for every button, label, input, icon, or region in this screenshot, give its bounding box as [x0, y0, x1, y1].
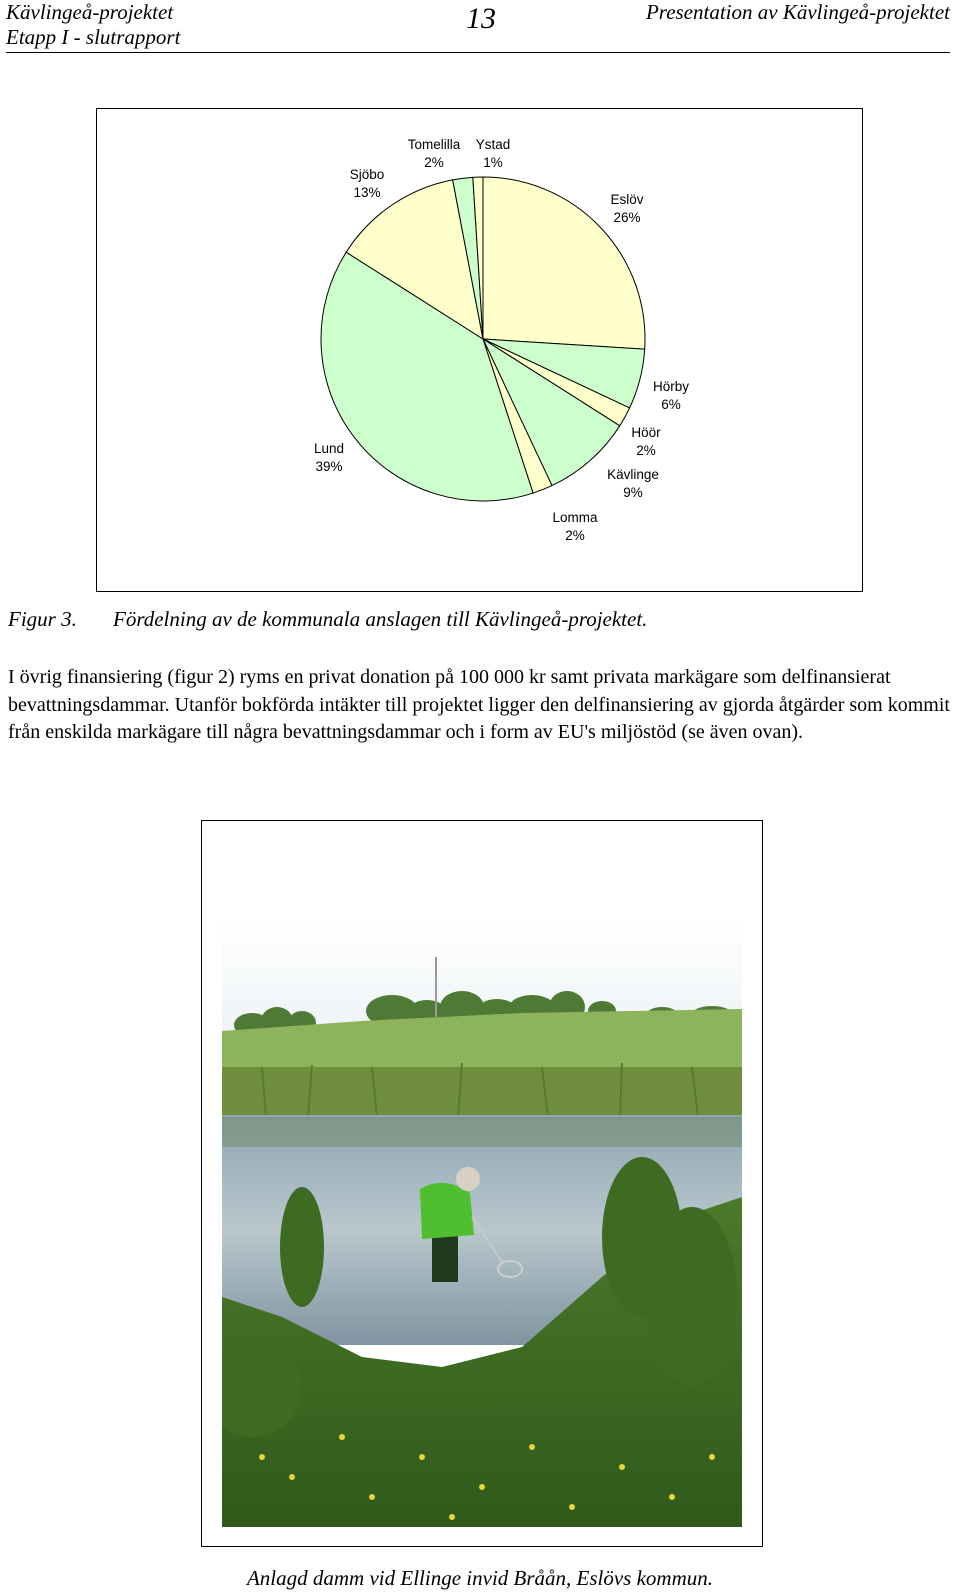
pie-chart — [97, 109, 861, 590]
header-report-stage: Etapp I - slutrapport — [6, 25, 181, 49]
page-header — [6, 0, 950, 53]
photo-caption: Anlagd damm vid Ellinge invid Bråån, Eslövs kommun. — [246, 1566, 714, 1590]
pie-label-hörby-name: Hörby — [652, 379, 690, 394]
header-section-title: Presentation av Kävlingeå-projektet — [645, 0, 950, 24]
pie-label-eslöv-pct: 26% — [613, 210, 641, 225]
pie-label-tomelilla-pct: 2% — [424, 155, 444, 170]
figure-caption-text: Fördelning av de kommunala anslagen till Kävlingeå-projektet. — [113, 607, 648, 631]
photo-reeds — [222, 1067, 742, 1117]
pond-photo — [222, 917, 742, 1527]
photo-frame — [201, 820, 763, 1547]
header-project-name: Kävlingeå-projektet — [6, 0, 174, 24]
figure-caption — [8, 607, 647, 632]
photo-power-pole — [435, 957, 437, 1017]
pie-label-höör-name: Höör — [631, 425, 661, 440]
pie-label-kävlinge-pct: 9% — [623, 485, 643, 500]
pie-label-lund-pct: 39% — [315, 459, 343, 474]
pie-label-lomma-name: Lomma — [552, 510, 598, 525]
pie-label-ystad-name: Ystad — [475, 137, 511, 152]
figure-number: Figur 3. — [8, 607, 77, 631]
header-left — [6, 0, 180, 50]
pie-label-kävlinge-name: Kävlinge — [607, 467, 659, 482]
page-number: 13 — [466, 2, 496, 35]
pie-label-sjöbo-pct: 13% — [353, 185, 381, 200]
pie-label-höör-pct: 2% — [636, 443, 656, 458]
pie-label-tomelilla-name: Tomelilla — [407, 137, 461, 152]
pie-chart-frame — [96, 108, 863, 592]
pie-label-hörby-pct: 6% — [661, 397, 681, 412]
body-paragraph: I övrig finansiering (figur 2) ryms en privat donation på 100 000 kr samt privata markägare som delfinansierat bevattningsdammar. Utanför bokförda intäkter till projektet ligger den delfinansiering av gjorda åtgärder som kommit från enskilda markägare till några bevattningsdammar och i form av EU's miljöstöd (se även ovan). — [8, 666, 950, 743]
pie-label-lund-name: Lund — [313, 441, 345, 456]
pie-label-ystad-pct: 1% — [483, 155, 503, 170]
pie-label-lomma-pct: 2% — [565, 528, 585, 543]
pie-label-sjöbo-name: Sjöbo — [349, 167, 385, 182]
pie-label-eslöv-name: Eslöv — [610, 192, 644, 207]
